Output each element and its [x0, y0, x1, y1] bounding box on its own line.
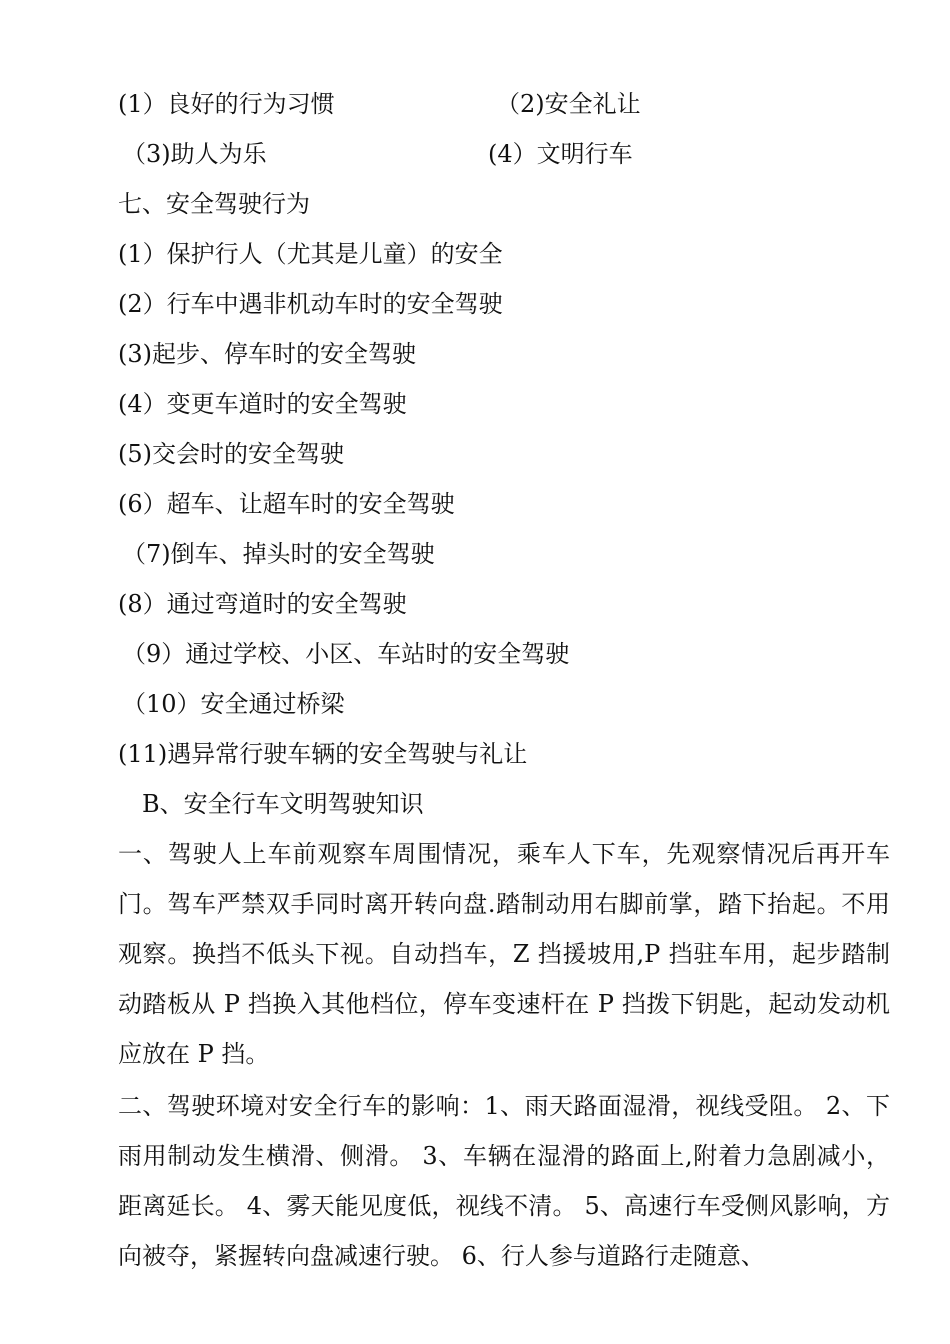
list-item: (1）保护行人（尤其是儿童）的安全	[118, 240, 503, 268]
row-1-right: （2)安全礼让	[496, 90, 641, 118]
row-2-right: (4）文明行车	[488, 140, 633, 168]
two-col-row-2	[118, 136, 890, 172]
row-1-left: (1）良好的行为习惯	[118, 90, 335, 118]
list-item: (5)交会时的安全驾驶	[118, 440, 344, 468]
list-item: (2）行车中遇非机动车时的安全驾驶	[118, 290, 503, 318]
list-item: (11)遇异常行驶车辆的安全驾驶与礼让	[118, 740, 528, 768]
list-item: （10）安全通过桥梁	[122, 690, 345, 718]
section-b-heading: B、安全行车文明驾驶知识	[142, 790, 424, 818]
row-2-left: （3)助人为乐	[122, 140, 267, 168]
two-col-row-1	[118, 86, 890, 122]
list-item: （7)倒车、掉头时的安全驾驶	[122, 540, 435, 568]
list-item: (8）通过弯道时的安全驾驶	[118, 590, 407, 618]
list-item: （9）通过学校、小区、车站时的安全驾驶	[122, 640, 570, 668]
list-item: (4）变更车道时的安全驾驶	[118, 390, 407, 418]
paragraph-one: 一、驾驶人上车前观察车周围情况，乘车人下车，先观察情况后再开车门。驾车严禁双手同时离开转向盘.踏制动用右脚前掌，踏下抬起。不用观察。换挡不低头下视。自动挡车，Z 挡援坡用,P 挡驻车用，起步踏制动踏板从 P 挡换入其他档位，停车变速杆在 P 挡拨下钥匙，起动发动机应放在 P 挡。	[118, 840, 890, 1068]
section-seven-heading: 七、安全驾驶行为	[118, 190, 310, 218]
list-item: (6）超车、让超车时的安全驾驶	[118, 490, 455, 518]
list-item: (3)起步、停车时的安全驾驶	[118, 340, 416, 368]
paragraph-two: 二、驾驶环境对安全行车的影响：1、雨天路面湿滑，视线受阻。 2、下雨用制动发生横滑、侧滑。 3、车辆在湿滑的路面上,附着力急剧减小，距离延长。 4、雾天能见度低，视线不清。 5、高速行车受侧风影响，方向被夺，紧握转向盘减速行驶。 6、行人参与道路行走随意、	[118, 1092, 890, 1270]
